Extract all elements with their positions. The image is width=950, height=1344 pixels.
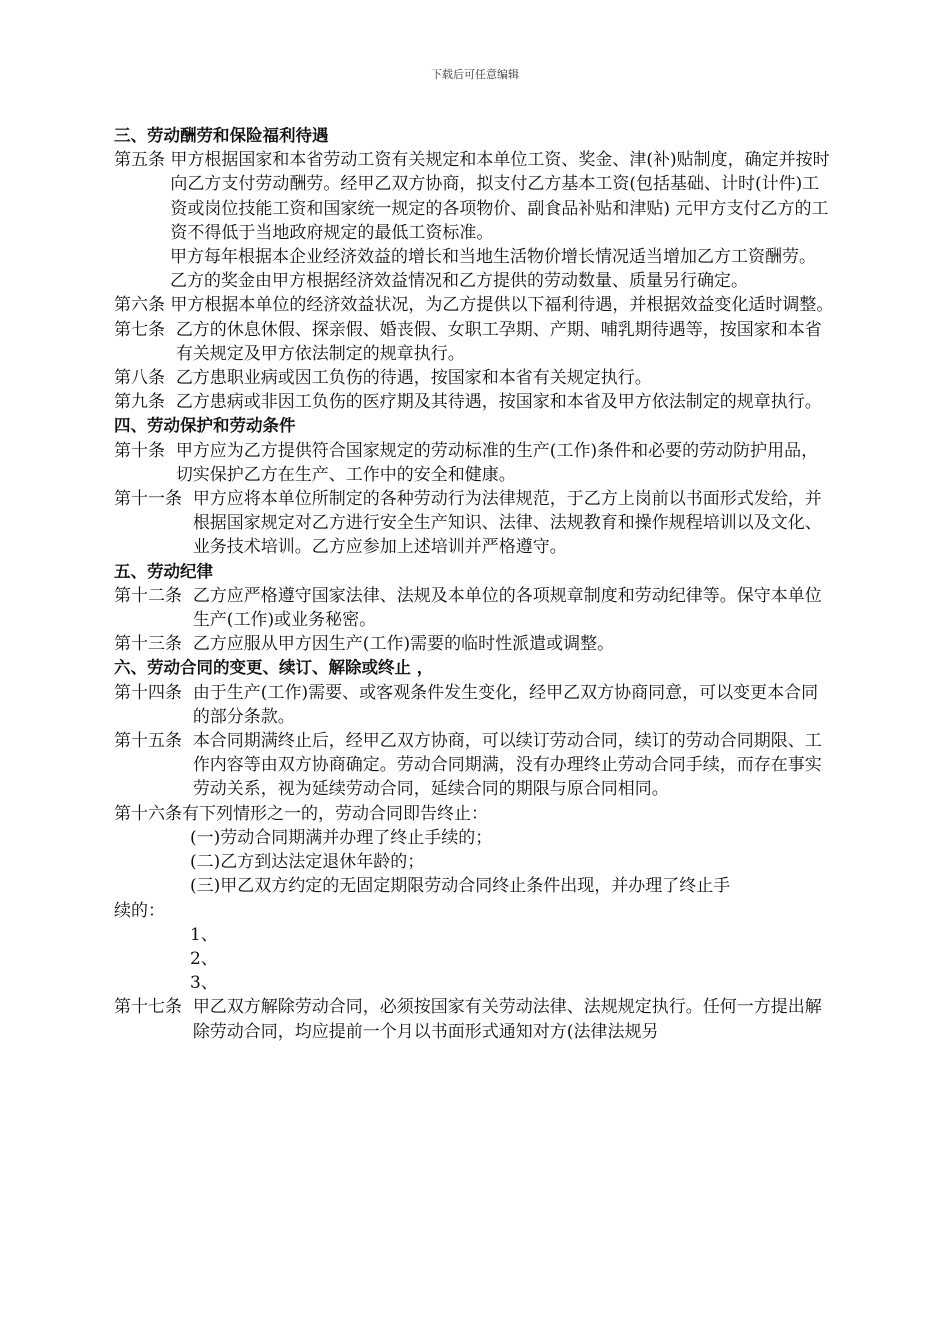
article-16-continuation: 续的： <box>114 900 165 921</box>
article-8-label: 第八条 <box>114 368 176 389</box>
article-13-text: 乙方应服从甲方因生产(工作)需要的临时性派遣或调整。 <box>192 634 615 655</box>
article-11 <box>114 487 834 560</box>
article-13-label: 第十三条 <box>114 634 193 655</box>
article-8 <box>114 366 834 390</box>
article-16-number-3: 3、 <box>190 973 218 994</box>
article-9 <box>114 390 834 414</box>
article-5 <box>114 148 834 245</box>
article-15 <box>114 729 834 802</box>
article-9-text: 乙方患病或非因工负伤的医疗期及其待遇，按国家和本省及甲方依法制定的规章执行。 <box>175 392 822 413</box>
article-17 <box>114 995 834 1043</box>
article-6-text: 甲方根据本单位的经济效益状况，为乙方提供以下福利待遇，并根据效益变化适时调整。 <box>170 295 834 316</box>
article-16-number-2: 2、 <box>190 948 218 969</box>
page-header-note: 下载后可任意编辑 <box>431 68 519 81</box>
article-9-label: 第九条 <box>114 392 176 413</box>
article-6-label: 第六条 <box>114 295 171 316</box>
article-15-label: 第十五条 <box>114 731 193 752</box>
document-body <box>114 124 834 1044</box>
section-heading-6: 六、劳动合同的变更、续订、解除或终止 ， <box>114 658 434 678</box>
article-10 <box>114 439 834 487</box>
article-7-label: 第七条 <box>114 319 176 340</box>
article-16-item-2: (二)乙方到达法定退休年龄的； <box>190 852 425 873</box>
article-8-text: 乙方患职业病或因工负伤的待遇，按国家和本省有关规定执行。 <box>175 368 652 389</box>
article-16-number-1: 1、 <box>190 924 218 945</box>
article-16: 第十六条有下列情形之一的，劳动合同即告终止： <box>114 803 488 824</box>
article-7 <box>114 318 834 366</box>
article-14-text: 由于生产(工作)需要、或客观条件发生变化，经甲乙双方协商同意，可以变更本合同的部分条款。 <box>192 682 819 727</box>
article-5-paragraph: 甲方每年根据本企业经济效益的增长和当地生活物价增长情况适当增加乙方工资酬劳。 乙方的奖金由甲方根据经济效益情况和乙方提供的劳动数量、质量另行确定。 <box>170 247 816 292</box>
article-17-label: 第十七条 <box>114 997 193 1018</box>
section-heading-4: 四、劳动保护和劳动条件 <box>114 416 296 436</box>
article-17-text: 甲乙双方解除劳动合同，必须按国家有关劳动法律、法规规定执行。任何一方提出解除劳动合同，均应提前一个月以书面形式通知对方(法律法规另 <box>192 997 822 1042</box>
article-11-text: 甲方应将本单位所制定的各种劳动行为法律规范，于乙方上岗前以书面形式发给，并根据国家规定对乙方进行安全生产知识、法律、法规教育和操作规程培训以及文化、业务技术培训。乙方应参加上述培训并严格遵守。 <box>192 489 822 558</box>
article-12 <box>114 584 834 632</box>
section-heading-5: 五、劳动纪律 <box>114 561 213 581</box>
article-5-text: 甲方根据国家和本省劳动工资有关规定和本单位工资、奖金、津(补)贴制度，确定并按时向乙方支付劳动酬劳。经甲乙双方协商，拟支付乙方基本工资(包括基础、计时(计件)工资或岗位技能工资和国家统一规定的各项物价、副食品补贴和津贴) 元甲方支付乙方的工资不得低于当地政府规定的最低工资标准。 <box>170 150 830 243</box>
article-15-text: 本合同期满终止后，经甲乙双方协商，可以续订劳动合同，续订的劳动合同期限、工作内容等由双方协商确定。劳动合同期满，没有办理终止劳动合同手续，而存在事实劳动关系，视为延续劳动合同，延续合同的期限与原合同相同。 <box>192 731 822 800</box>
article-6 <box>114 293 834 317</box>
article-5-label: 第五条 <box>114 150 171 171</box>
article-12-text: 乙方应严格遵守国家法律、法规及本单位的各项规章制度和劳动纪律等。保守本单位生产(工作)或业务秘密。 <box>192 585 822 631</box>
article-11-label: 第十一条 <box>114 489 193 510</box>
article-14-label: 第十四条 <box>114 682 193 703</box>
article-12-label: 第十二条 <box>114 585 193 606</box>
article-13 <box>114 632 834 656</box>
article-10-text: 甲方应为乙方提供符合国家规定的劳动标准的生产(工作)条件和必要的劳动防护用品，切实保护乙方在生产、工作中的安全和健康。 <box>175 440 819 485</box>
section-heading-3: 三、劳动酬劳和保险福利待遇 <box>114 126 329 145</box>
article-7-text: 乙方的休息休假、探亲假、婚丧假、女职工孕期、产期、哺乳期待遇等，按国家和本省有关规定及甲方依法制定的规章执行。 <box>175 319 822 364</box>
article-14 <box>114 681 834 729</box>
article-16-item-1: (一)劳动合同期满并办理了终止手续的； <box>190 827 493 848</box>
article-10-label: 第十条 <box>114 440 176 461</box>
article-16-item-3: (三)甲乙双方约定的无固定期限劳动合同终止条件出现，并办理了终止手 <box>190 876 731 897</box>
